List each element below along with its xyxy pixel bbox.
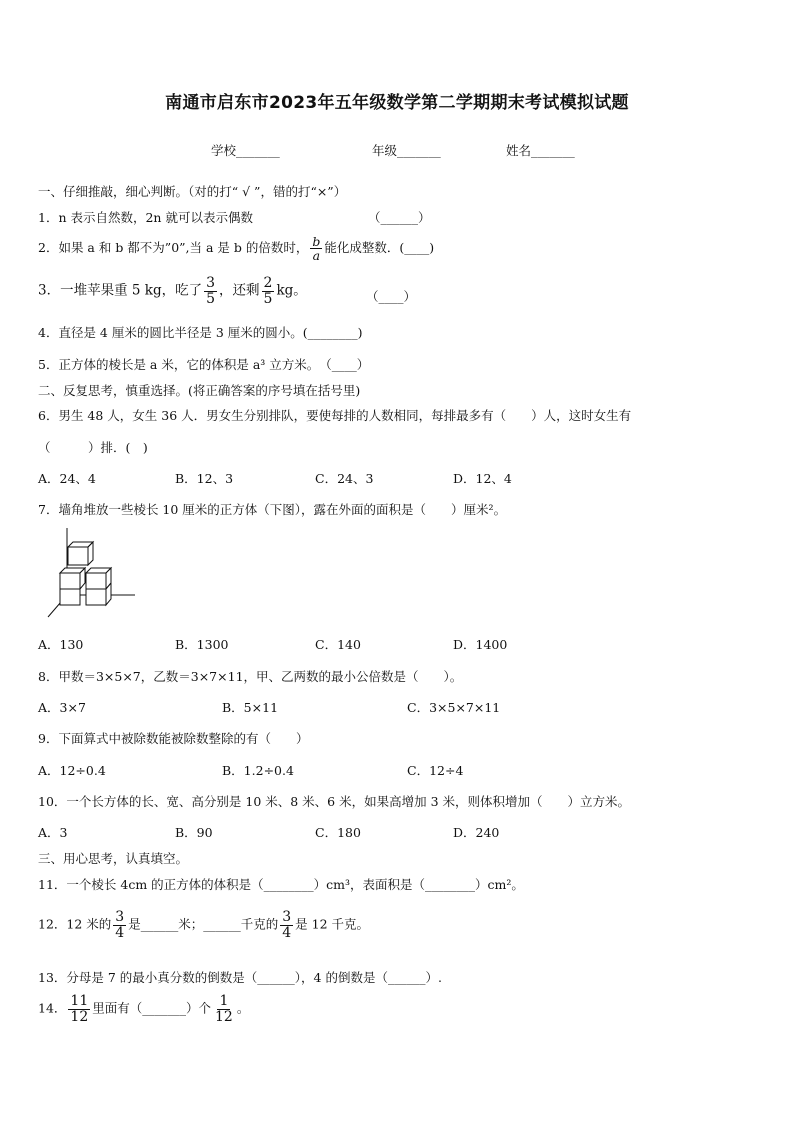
q3-f1-den: 5	[206, 290, 216, 307]
section1-heading: 一、仔细推敲，细心判断。（对的打“ √ ”，错的打“×”）	[38, 184, 347, 199]
q10-option-b[interactable]: B．90	[175, 825, 213, 840]
q3-f2-den: 5	[263, 290, 273, 307]
q14-mid: 里面有（_______）个	[92, 1000, 211, 1016]
q12-fraction-1	[113, 910, 126, 940]
q12-f1-den: 4	[115, 924, 125, 941]
q6-option-c[interactable]: C．24、3	[315, 471, 374, 486]
q7-option-b[interactable]: B．1300	[175, 637, 229, 652]
q3-answer-blank[interactable]: （____）	[366, 289, 417, 304]
q8-option-c[interactable]: C．3×5×7×11	[407, 700, 501, 715]
q2-fraction	[310, 235, 322, 262]
q9-option-c[interactable]: C．12÷4	[407, 763, 464, 778]
question-14	[38, 994, 249, 1024]
question-5: 5．正方体的棱长是 a 米，它的体积是 a³ 立方米。 （____）	[38, 357, 370, 372]
q14-f1-den: 12	[70, 1008, 89, 1025]
q14-f1-num: 11	[70, 993, 89, 1009]
question-2	[38, 235, 434, 262]
q10-option-d[interactable]: D．240	[453, 825, 500, 840]
q8-option-b[interactable]: B．5×11	[222, 700, 279, 715]
q1-answer-blank[interactable]: （______）	[368, 210, 431, 225]
question-11: 11．一个棱长 4cm 的正方体的体积是（________）cm³，表面积是（________）cm²。	[38, 877, 524, 892]
question-6-line1: 6．男生 48 人，女生 36 人．男女生分别排队，要使每排的人数相同，每排最多有（ ）人，这时女生有	[38, 408, 632, 423]
q14-f2-num: 1	[219, 993, 229, 1009]
q6-option-d[interactable]: D．12、4	[453, 471, 512, 486]
q14-pre: 14．	[38, 1000, 67, 1016]
q7-option-d[interactable]: D．1400	[453, 637, 508, 652]
q3-f2-num: 2	[263, 275, 273, 291]
question-1	[38, 208, 253, 226]
question-13: 13．分母是 7 的最小真分数的倒数是（______），4 的倒数是（______）.	[38, 970, 442, 985]
question-12	[38, 910, 369, 940]
q6-option-b[interactable]: B．12、3	[175, 471, 234, 486]
stacked-cubes-figure	[38, 525, 138, 620]
q12-pre: 12．12 米的	[38, 916, 112, 932]
q14-post: 。	[236, 1000, 250, 1016]
q8-option-a[interactable]: A．3×7	[38, 700, 86, 715]
q12-f2-num: 3	[282, 909, 292, 925]
q9-option-b[interactable]: B．1.2÷0.4	[222, 763, 294, 778]
section3-heading: 三、用心思考，认真填空。	[38, 851, 189, 866]
q2-pre: 2．如果 a 和 b 都不为”0”,当 a 是 b 的倍数时，	[38, 240, 309, 256]
q12-f1-num: 3	[115, 909, 125, 925]
question-4: 4．直径是 4 厘米的圆比半径是 3 厘米的圆小。(________)	[38, 325, 363, 340]
q12-mid: 是______米；______千克的	[128, 916, 279, 932]
q10-option-c[interactable]: C．180	[315, 825, 361, 840]
question-7: 7．墙角堆放一些棱长 10 厘米的正方体（下图），露在外面的面积是（ ）厘米²。	[38, 502, 507, 517]
page-title: 南通市启东市2023年五年级数学第二学期期末考试模拟试题	[165, 93, 629, 113]
q6-option-a[interactable]: A．24、4	[38, 471, 96, 486]
q14-f2-den: 12	[215, 1008, 233, 1025]
q2-frac-num: b	[312, 234, 321, 249]
q7-option-c[interactable]: C．140	[315, 637, 361, 652]
q2-post: 能化成整数．(____)	[324, 240, 435, 256]
question-10: 10．一个长方体的长、宽、高分别是 10 米、8 米、6 米，如果高增加 3 米，则体积增加（ ）立方米。	[38, 794, 631, 809]
q3-post: kg。	[276, 282, 307, 299]
q10-option-a[interactable]: A．3	[38, 825, 68, 840]
question-6-line2: （ ）排．( )	[38, 440, 148, 455]
question-8: 8．甲数＝3×5×7，乙数＝3×7×11，甲、乙两数的最小公倍数是（ ）。	[38, 669, 463, 684]
grade-field[interactable]: 年级_______	[372, 143, 441, 158]
q12-fraction-2	[280, 910, 293, 940]
name-field[interactable]: 姓名_______	[506, 143, 575, 158]
q3-fraction-1	[204, 276, 217, 306]
question-9: 9．下面算式中被除数能被除数整除的有（ ）	[38, 731, 309, 746]
q14-fraction-1	[68, 994, 90, 1024]
q14-fraction-2	[213, 994, 235, 1024]
q9-option-a[interactable]: A．12÷0.4	[38, 763, 106, 778]
q3-mid: ，还剩	[219, 282, 260, 299]
q1-text: 1．n 表示自然数，2n 就可以表示偶数	[38, 210, 253, 225]
school-field[interactable]: 学校_______	[211, 143, 280, 158]
q3-pre: 3．一堆苹果重 5 kg，吃了	[38, 282, 203, 299]
question-3	[38, 276, 307, 306]
q12-post: 是 12 千克。	[295, 916, 370, 932]
q12-f2-den: 4	[282, 924, 292, 941]
q7-option-a[interactable]: A．130	[38, 637, 84, 652]
q3-fraction-2	[262, 276, 275, 306]
section2-heading: 二、反复思考，慎重选择。(将正确答案的序号填在括号里)	[38, 383, 361, 398]
q2-frac-den: a	[312, 248, 321, 264]
q3-f1-num: 3	[206, 275, 216, 291]
